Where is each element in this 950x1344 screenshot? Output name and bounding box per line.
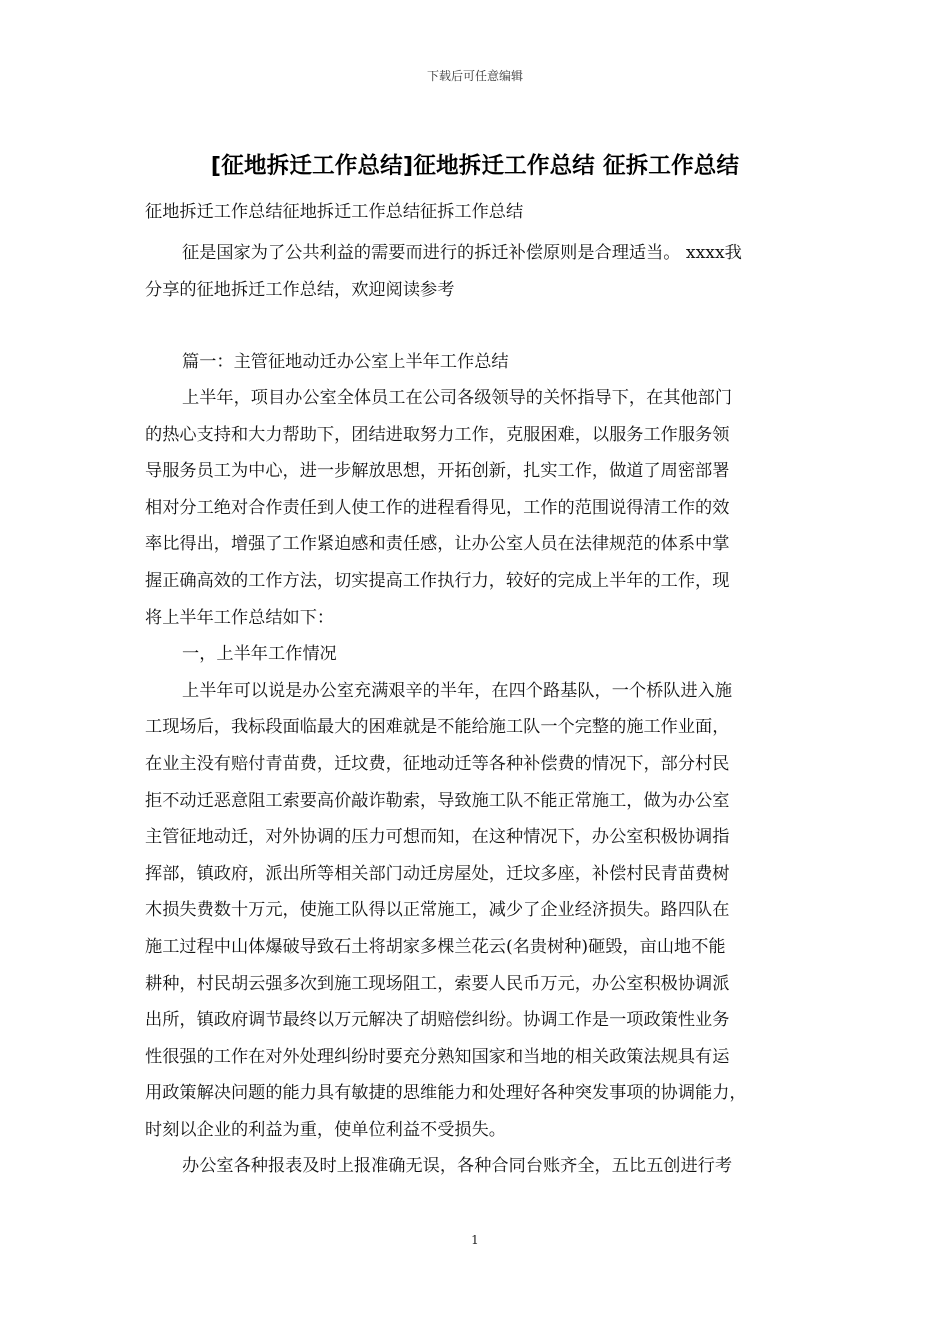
header-note: 下载后可任意编辑 bbox=[426, 69, 523, 83]
paragraph-line: 用政策解决问题的能力具有敏捷的思维能力和处理好各种突发事项的协调能力， bbox=[145, 1083, 747, 1104]
section-heading: 篇一：主管征地动迁办公室上半年工作总结 bbox=[182, 352, 509, 372]
paragraph-3-line: 办公室各种报表及时上报准确无误，各种合同台账齐全，五比五创进行考 bbox=[182, 1156, 733, 1177]
intro-line: 分享的征地拆迁工作总结，欢迎阅读参考 bbox=[145, 280, 455, 300]
intro-paragraph bbox=[145, 234, 807, 308]
paragraph-line: 木损失费数十万元，使施工队得以正常施工，减少了企业经济损失。路四队在 bbox=[145, 900, 730, 921]
intro-line: 征是国家为了公共利益的需要而进行的拆迁补偿原则是合理适当。 xxxx我 bbox=[182, 243, 742, 263]
paragraph-line: 相对分工绝对合作责任到人使工作的进程看得见，工作的范围说得清工作的效 bbox=[145, 497, 730, 518]
paragraph-line: 耕种，村民胡云强多次到施工现场阻工，索要人民币万元，办公室积极协调派 bbox=[145, 973, 730, 994]
document-body bbox=[145, 198, 807, 1185]
paragraph-line: 在业主没有赔付青苗费，迁坟费，征地动迁等各种补偿费的情况下，部分村民 bbox=[145, 753, 730, 774]
paragraph-line: 率比得出，增强了工作紧迫感和责任感，让办公室人员在法律规范的体系中掌 bbox=[145, 534, 730, 555]
paragraph-line: 上半年，项目办公室全体员工在公司各级领导的关怀指导下，在其他部门 bbox=[182, 388, 733, 408]
paragraph-line: 施工过程中山体爆破导致石土将胡家多棵兰花云(名贵树种)砸毁，亩山地不能 bbox=[145, 936, 726, 957]
paragraph-line: 主管征地动迁，对外协调的压力可想而知，在这种情况下，办公室积极协调指 bbox=[145, 827, 730, 848]
paragraph-line: 导服务员工为中心，进一步解放思想，开拓创新，扎实工作，做道了周密部署 bbox=[145, 461, 730, 482]
page-number: 1 bbox=[471, 1233, 479, 1247]
paragraph-line: 上半年可以说是办公室充满艰辛的半年，在四个路基队，一个桥队进入施 bbox=[182, 680, 733, 701]
paragraph-line: 将上半年工作总结如下： bbox=[145, 607, 335, 628]
paragraph-2 bbox=[145, 673, 807, 1149]
paragraph-1 bbox=[145, 380, 807, 636]
subtitle-text: 征地拆迁工作总结征地拆迁工作总结征拆工作总结 bbox=[145, 202, 524, 222]
paragraph-line: 性很强的工作在对外处理纠纷时要充分熟知国家和当地的相关政策法规具有运 bbox=[145, 1046, 730, 1067]
paragraph-line: 出所，镇政府调节最终以万元解决了胡赔偿纠纷。协调工作是一项政策性业务 bbox=[145, 1010, 730, 1031]
paragraph-line: 挥部，镇政府，派出所等相关部门动迁房屋处，迁坟多座，补偿村民青苗费树 bbox=[145, 863, 730, 884]
paragraph-line: 工现场后，我标段面临最大的困难就是不能给施工队一个完整的施工作业面， bbox=[145, 717, 730, 738]
paragraph-line: 的热心支持和大力帮助下，团结进取努力工作，克服困难，以服务工作服务领 bbox=[145, 424, 730, 445]
paragraph-line: 时刻以企业的利益为重，使单位利益不受损失。 bbox=[145, 1119, 506, 1140]
paragraph-line: 拒不动迁恶意阻工索要高价敲诈勒索，导致施工队不能正常施工，做为办公室 bbox=[145, 790, 730, 811]
subheading: 一，上半年工作情况 bbox=[182, 644, 337, 665]
paragraph-line: 握正确高效的工作方法，切实提高工作执行力，较好的完成上半年的工作，现 bbox=[145, 570, 730, 591]
document-title: [征地拆迁工作总结]征地拆迁工作总结 征拆工作总结 bbox=[210, 153, 740, 179]
